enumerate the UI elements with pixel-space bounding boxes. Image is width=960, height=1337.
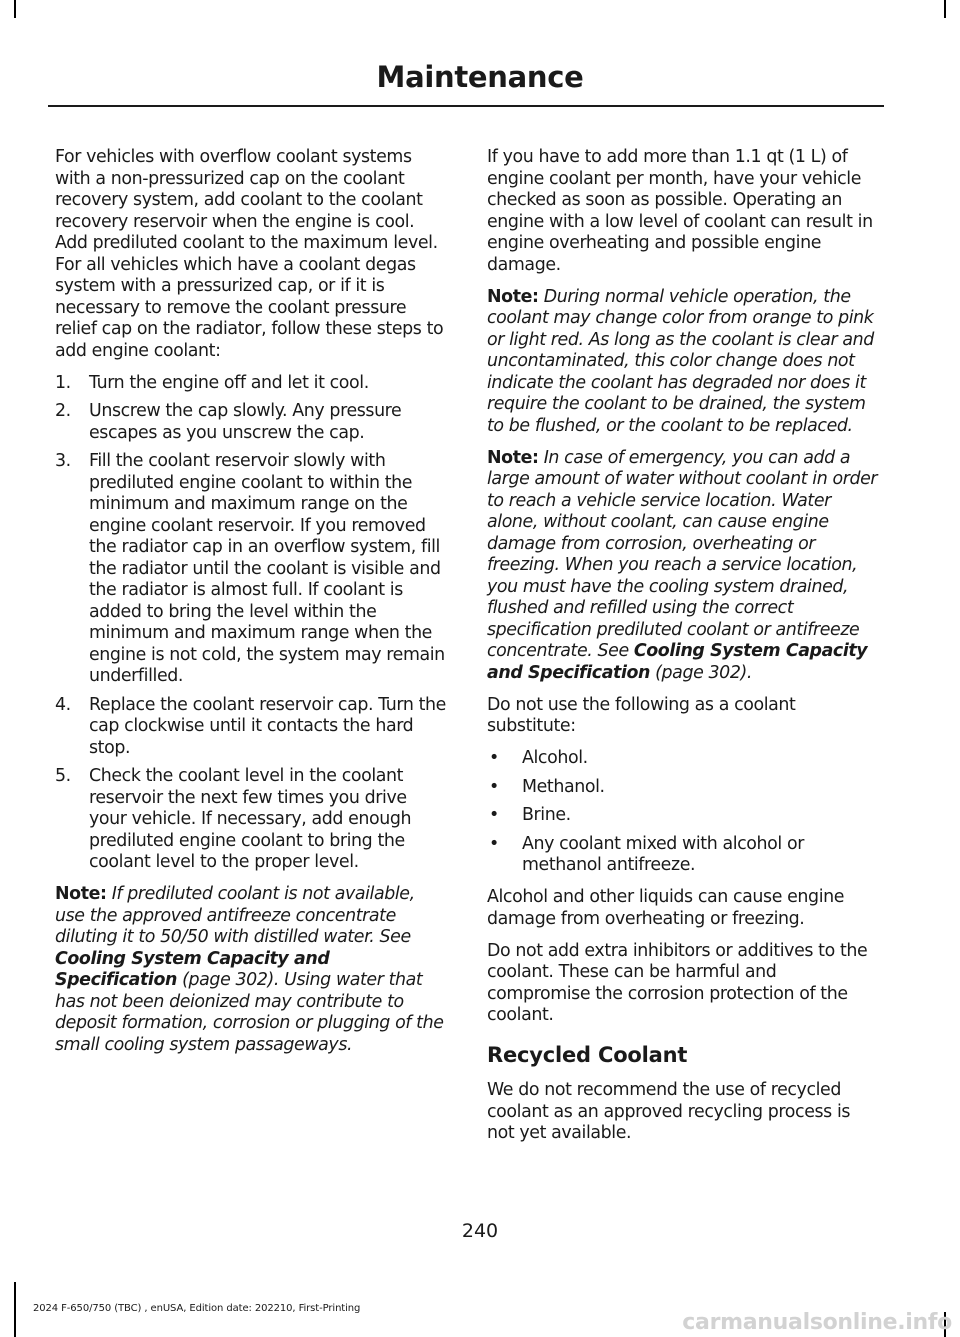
- step-number: 3.: [55, 451, 71, 471]
- paragraph-recycled: We do not recommend the use of recycled coolant as an approved recycling process is not yet available.: [487, 1080, 851, 1143]
- bullet-text: Alcohol.: [522, 748, 588, 768]
- paragraph-inhibitors: Do not add extra inhibitors or additives to the coolant. These can be harmful and compromise the corrosion protection of the coolant.: [487, 940, 868, 1025]
- bullet-text: Any coolant mixed with alcohol or methanol antifreeze.: [522, 833, 804, 875]
- note-emergency: [487, 448, 880, 685]
- substitutes-list: [487, 748, 880, 877]
- bullet-text: Methanol.: [522, 776, 605, 797]
- note-prediluted: [55, 884, 448, 1056]
- note-text-continued: Using water that has not been deionized may contribute to deposit formation, corrosion or plugging of the small cooling system passageways.: [55, 970, 444, 1055]
- list-item: [487, 748, 880, 770]
- page-reference: (page 302).: [177, 970, 279, 990]
- crop-mark-top-right: [944, 0, 946, 18]
- footer-edition: 2024 F-650/750 (TBC) , enUSA, Edition date: 202210, First-Printing: [33, 1303, 361, 1314]
- bullet: •: [489, 776, 499, 797]
- note-text: During normal vehicle operation, the coolant may change color from orange to pink or light red. As long as the coolant is clear and uncontaminated, this color change does not indicate the coolant has degraded nor does it require the coolant to be drained, the system to be flushed, or the coolant to be replaced.: [487, 286, 874, 436]
- list-item: [55, 766, 448, 874]
- list-item: [55, 451, 448, 688]
- note-text: In case of emergency, you can add a large amount of water without coolant in order to reach a vehicle service location. Water alone, without coolant, can cause engine damage from corrosion, overheating or freezing. When you reach a service location, you must have the cooling system drained, flushed and refilled using the correct specification prediluted coolant or antifreeze concentrate. See: [487, 447, 878, 661]
- bullet: •: [489, 748, 499, 768]
- intro-paragraph: For vehicles with overflow coolant systems with a non-pressurized cap on the coolant recovery system, add coolant to the coolant recovery reservoir when the engine is cool. Add prediluted coolant to the maximum level. For all vehicles which have a coolant degas system with a pressurized cap, or if it is necessary to remove the coolant pressure relief cap on the radiator, follow these steps to add engine coolant:: [55, 147, 444, 361]
- note-color-change: [487, 287, 880, 438]
- section-heading: Recycled Coolant: [487, 1042, 688, 1067]
- list-item: [487, 834, 880, 877]
- step-number: 2.: [55, 401, 71, 421]
- left-column: [55, 147, 448, 1067]
- bullet: •: [489, 833, 499, 854]
- cross-reference-link[interactable]: Cooling System Capacity and Specification: [55, 948, 330, 990]
- step-text: Replace the coolant reservoir cap. Turn the cap clockwise until it contacts the hard stop.: [89, 694, 446, 758]
- steps-list: [55, 373, 448, 874]
- note-text: If prediluted coolant is not available, use the approved antifreeze concentrate diluting it to 50/50 with distilled water. See: [55, 884, 415, 947]
- list-item: [55, 695, 448, 760]
- bullet-text: Brine.: [522, 805, 571, 825]
- page-reference: (page 302).: [650, 662, 753, 683]
- crop-mark-bottom-left: [14, 1282, 16, 1337]
- list-item: [55, 373, 448, 395]
- right-column: [487, 147, 880, 1155]
- step-text: Check the coolant level in the coolant reservoir the next few times you drive your vehicle. If necessary, add enough prediluted engine coolant to bring the coolant level to the proper level.: [89, 766, 412, 872]
- cross-reference-link[interactable]: Cooling System Capacity and Specification: [487, 641, 868, 683]
- note-label: Note:: [487, 286, 539, 307]
- step-number: 1.: [55, 372, 71, 393]
- header-rule: [48, 105, 884, 107]
- note-label: Note:: [487, 447, 539, 468]
- page-title: Maintenance: [376, 60, 584, 94]
- list-item: [55, 401, 448, 444]
- step-text: Fill the coolant reservoir slowly with prediluted engine coolant to within the minimum and maximum range on the engine coolant reservoir. If you removed the radiator cap in an overflow system, fill the radiator until the coolant is visible and the radiator is almost full. If coolant is added to bring the level within the minimum and maximum range when the engine is not cold, the system may remain underfilled.: [89, 451, 445, 686]
- paragraph-substitute-intro: Do not use the following as a coolant substitute:: [487, 694, 796, 736]
- note-label: Note:: [55, 884, 107, 904]
- step-text: Unscrew the cap slowly. Any pressure escapes as you unscrew the cap.: [89, 401, 402, 443]
- list-item: [487, 777, 880, 799]
- list-item: [487, 805, 880, 827]
- crop-mark-top-left: [14, 0, 16, 18]
- bullet: •: [489, 805, 499, 825]
- step-text: Turn the engine off and let it cool.: [89, 372, 369, 393]
- paragraph-alcohol-warning: Alcohol and other liquids can cause engine damage from overheating or freezing.: [487, 887, 845, 929]
- step-number: 4.: [55, 694, 71, 715]
- watermark: carmanualsonline.info: [682, 1310, 952, 1335]
- paragraph-coolant-monthly: If you have to add more than 1.1 qt (1 L) of engine coolant per month, have your vehicle checked as soon as possible. Operating an engine with a low level of coolant can result in engine overheating and possible engine damage.: [487, 147, 873, 275]
- page-number: 240: [461, 1220, 499, 1242]
- step-number: 5.: [55, 766, 71, 786]
